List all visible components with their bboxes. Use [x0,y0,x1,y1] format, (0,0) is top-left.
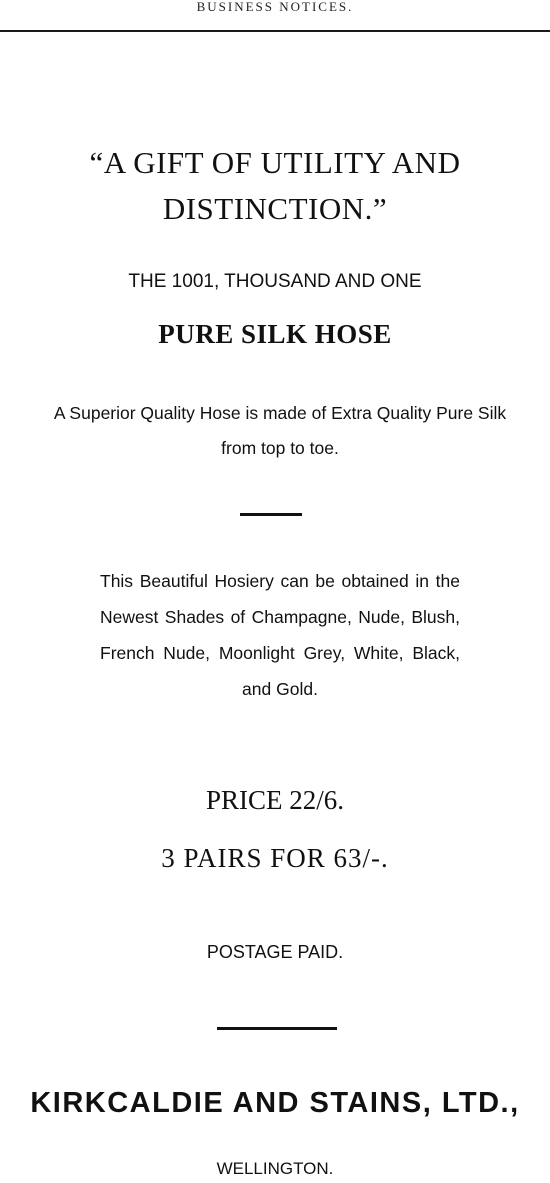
section-title: BUSINESS NOTICES. [196,0,354,14]
ad-description: A Superior Quality Hose is made of Extra Quality Pure Silk from top to toe. [53,403,507,458]
ad-company-name: KIRKCALDIE AND STAINS, LTD., [30,1087,520,1119]
ad-headline: “A GIFT OF UTILITY AND DISTINCTION.” [89,145,461,226]
ad-price: PRICE 22/6. [205,785,345,815]
divider-rule [240,513,302,516]
ad-postage: POSTAGE PAID. [206,942,344,962]
header-rule [0,30,550,32]
ad-city: WELLINGTON. [216,1159,334,1178]
ad-pairs-offer: 3 PAIRS FOR 63/-. [161,843,389,873]
ad-subtitle: THE 1001, THOUSAND AND ONE [128,271,422,292]
divider-rule-bottom [217,1027,337,1030]
ad-product-name: PURE SILK HOSE [158,319,392,349]
section-header [0,0,550,30]
ad-shades-text: This Beautiful Hosiery can be obtained in the Newest Shades of Champagne, Nude, Blush, French Nude, Moonlight Grey, White, Black, and Gold. [100,571,460,699]
